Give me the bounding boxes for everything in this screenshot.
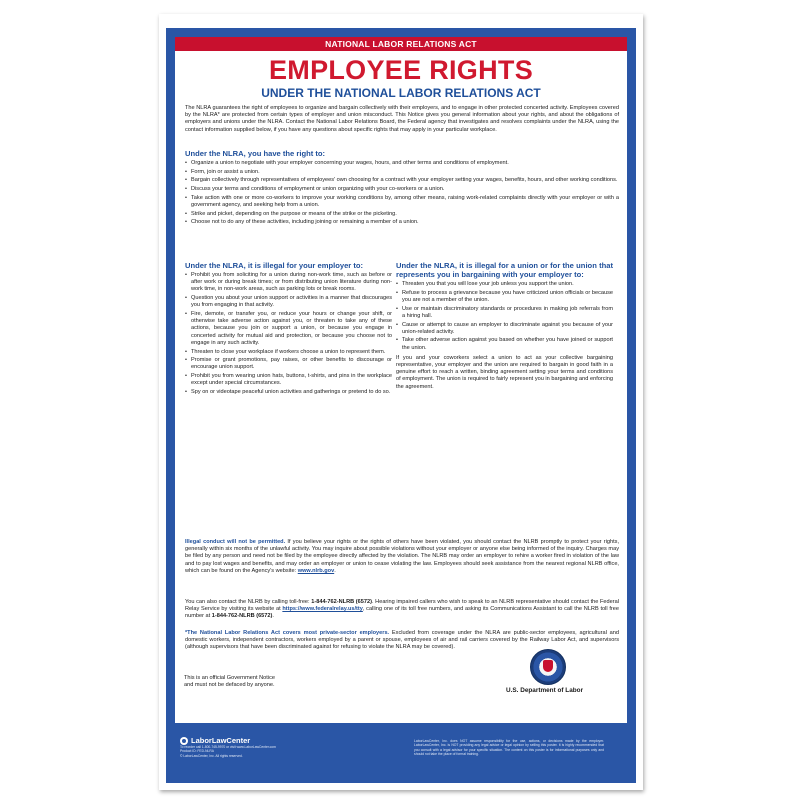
laborlawcenter-logo: [180, 736, 276, 745]
page-subtitle: UNDER THE NATIONAL LABOR RELATIONS ACT: [261, 86, 541, 100]
list-item: • Question you about your union support or activities in a manner that discourages you from engaging in that activity.: [185, 295, 392, 309]
illegal-conduct-lead: Illegal conduct will not be permitted.: [185, 539, 286, 545]
top-banner: NATIONAL LABOR RELATIONS ACT: [175, 37, 627, 51]
intro-paragraph: The NLRA guarantees the right of employees to organize and bargain collectively with their employers, and to engage in other protected concerted activity. Employees covered by the NLRA* are protected from certain types of employer and union misconduct. This Notice gives you general information about your rights, and about the obligations of employers and unions under the NLRA. Contact the National Labor Relations Board, the Federal agency that investigates and resolves complaints under the NLRA, using the contact information supplied below, if you have any questions about specific rights that may apply in your particular workplace.: [185, 105, 619, 133]
union-column: [396, 261, 613, 391]
nlrb-website-link[interactable]: www.nlrb.gov: [297, 567, 335, 574]
nlrb-phone-2: 1-844-762-NLRB (6572): [211, 613, 273, 620]
union-list: [396, 281, 613, 352]
official-notice: [184, 675, 275, 689]
poster-content: [175, 37, 627, 723]
list-item: • Form, join or assist a union.: [185, 169, 619, 176]
list-item: • Fire, demote, or transfer you, or reduce your hours or change your shift, or otherwise take adverse action against you, or threaten to take any of these actions, because you join or support a union, or because you engage in concerted activity for mutual aid and protection, or because you choose not to engage in any such activity.: [185, 311, 392, 347]
list-item: • Promise or grant promotions, pay raises, or other benefits to discourage or encourage union support.: [185, 357, 392, 371]
list-item: • Refuse to process a grievance because you have criticized union officials or because you are not a member of the union.: [396, 290, 613, 304]
agency-name: U.S. Department of Labor: [506, 687, 584, 694]
employer-list: [185, 272, 392, 396]
union-closing: If you and your coworkers select a union to act as your collective bargaining representative, your employer and the union are required to bargain in good faith in a genuine effort to reach a written, binding agreement setting your terms and conditions of employment. The union is required to fairly represent you in bargaining and enforcing the agreement.: [396, 354, 613, 390]
list-item: • Cause or attempt to cause an employer to discriminate against you because of your union-related activity.: [396, 322, 613, 336]
illegal-conduct-end: .: [334, 567, 336, 574]
dol-seal-icon: [530, 649, 566, 685]
list-item: • Use or maintain discriminatory standards or procedures in making job referrals from a hiring hall.: [396, 306, 613, 320]
list-item: • Prohibit you from wearing union hats, buttons, t-shirts, and pins in the workplace except under special circumstances.: [185, 373, 392, 387]
contact-text-4: .: [272, 613, 274, 620]
list-item: • Threaten to close your workplace if workers choose a union to represent them.: [185, 349, 392, 356]
rights-list: [185, 160, 619, 228]
poster-frame: [166, 28, 636, 783]
footer-product-id: Product ID: FED-NLRA: [180, 749, 214, 754]
illegal-conduct-text: If you believe your rights or the rights of others have been violated, you should contact the NLRB promptly to protect your rights, generally within six months of the unlawful activity. You may inquire about possible violations without your employer or anyone else being informed of the inquiry. Charges may be filed by any person and need not be filed by the employee directly affected by the violation. The NLRB may order an employer to rehire a worker fired in violation of the law and to pay lost wages and benefits, and may order an employer or union to cease violating the law. Employees should seek assistance from the nearest regional NLRB office, which can be found on the Agency's website:: [185, 539, 619, 574]
illegal-conduct-paragraph: [185, 539, 619, 575]
list-item: • Discuss your terms and conditions of employment or union organizing with your co-workers or a union.: [185, 186, 619, 193]
union-heading: Under the NLRA, it is illegal for a union or for the union that represents you in bargaining with your employer to:: [396, 261, 613, 279]
contact-paragraph: [185, 599, 619, 621]
contact-text-2: . Hearing impaired callers who wish to speak to an NLRB representative should contact the Federal Relay Service by visiting its website at: [185, 599, 619, 613]
list-item: • Take action with one or more co-workers to improve your working conditions by, among other means, raising work-related complaints directly with your employer or with a government agency, and seeking help from a union.: [185, 195, 619, 209]
list-item: • Spy on or videotape peaceful union activities and gatherings or pretend to do so.: [185, 389, 392, 396]
notice-line-2: and must not be defaced by anyone.: [184, 682, 275, 688]
coverage-paragraph: [185, 630, 619, 652]
coverage-lead: *The National Labor Relations Act covers most private-sector employers.: [185, 630, 390, 636]
coverage-text: Excluded from coverage under the NLRA are public-sector employees, agricultural and domestic workers, independent contractors, workers employed by a parent or spouse, employees of air and rail carriers covered by the Railway Labor Act, and supervisors (although supervisors that have been discriminated against for refusing to violate the NLRA may be covered).: [185, 630, 620, 651]
employer-heading: Under the NLRA, it is illegal for your employer to:: [185, 261, 364, 270]
contact-text-3: , calling one of its toll free numbers, and asking its Communications Assistant to call the NLRB toll free number at: [185, 606, 619, 620]
footer-left: [180, 736, 276, 758]
contact-text-1: You can also contact the NLRB by calling toll-free:: [185, 599, 312, 605]
footer-disclaimer: LaborLawCenter, Inc. does NOT assume responsibility for the use, actions, or decisions made by the employer. LaborLawCenter, Inc. is NOT providing any legal advice or legal opinion by selling this poster. It is highly recommended that you consult with a legal advisor for your specific situation. The content on this poster is for informational purposes only and should not take the place of formal training.: [414, 739, 604, 757]
logo-text: LaborLawCenter: [191, 736, 251, 745]
list-item: • Prohibit you from soliciting for a union during non-work time, such as before or after work or during break times; or from distributing union literature during non-work time, in non-work areas, such as parking lots or break rooms.: [185, 272, 392, 294]
page-title: EMPLOYEE RIGHTS: [268, 55, 534, 85]
list-item: • Strike and picket, depending on the purpose or means of the strike or the picketing.: [185, 211, 619, 218]
notice-line-1: This is an official Government Notice: [184, 675, 275, 681]
nlrb-phone: 1-844-762-NLRB (6572): [311, 599, 372, 605]
employer-column: [185, 261, 392, 398]
federal-relay-link[interactable]: https://www.federalrelay.us/tty: [282, 606, 363, 613]
footer-copyright: © LaborLawCenter, Inc. All rights reserved.: [180, 753, 243, 758]
rights-heading: Under the NLRA, you have the right to:: [185, 149, 326, 158]
footer-reorder-text: To reorder call 1-800-745-9970 or visit www.LaborLawCenter.com: [180, 745, 276, 749]
list-item: • Choose not to do any of these activities, including joining or remaining a member of a union.: [185, 219, 619, 226]
list-item: • Take other adverse action against you based on whether you have joined or support the union.: [396, 337, 613, 351]
list-item: • Bargain collectively through representatives of employees' own choosing for a contract with your employer setting your wages, benefits, hours, and other working conditions.: [185, 177, 619, 184]
list-item: • Organize a union to negotiate with your employer concerning your wages, hours, and other terms and conditions of employment.: [185, 160, 619, 167]
logo-icon: [180, 737, 188, 745]
list-item: • Threaten you that you will lose your job unless you support the union.: [396, 281, 613, 288]
poster: [159, 14, 643, 790]
